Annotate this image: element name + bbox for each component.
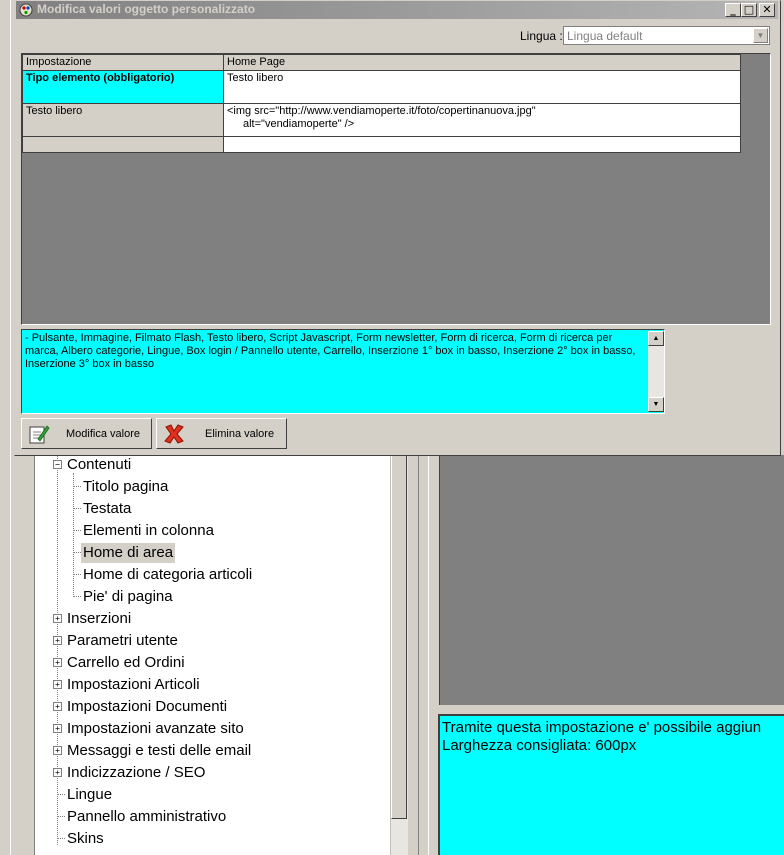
edit-value-button[interactable] bbox=[21, 418, 152, 449]
tree-item-impostazioni-documenti[interactable]: Impostazioni Documenti bbox=[67, 698, 228, 715]
tree-item-elementi-in-colonna[interactable]: Elementi in colonna bbox=[83, 522, 214, 539]
tree-item-indicizzazione-seo[interactable]: Indicizzazione / SEO bbox=[67, 764, 206, 781]
scroll-up-arrow-icon[interactable]: ▲ bbox=[648, 331, 664, 346]
scroll-down-arrow-icon[interactable]: ▼ bbox=[648, 397, 664, 412]
language-select-value: Lingua default bbox=[567, 29, 643, 43]
expand-icon[interactable]: + bbox=[53, 702, 62, 711]
background-divider bbox=[10, 0, 11, 855]
tree-item-contenuti[interactable]: Contenuti bbox=[67, 456, 132, 473]
splitter-line bbox=[428, 455, 429, 855]
minimize-button[interactable]: _ bbox=[725, 3, 741, 17]
tree-item-carrello-ed-ordini[interactable]: Carrello ed Ordini bbox=[67, 654, 185, 671]
preview-area bbox=[439, 455, 784, 705]
expand-icon[interactable]: + bbox=[53, 614, 62, 623]
grid-cell-value-line-2: alt="vendiamoperte" /> bbox=[243, 118, 355, 130]
allowed-values-hint bbox=[21, 329, 665, 414]
grid-cell-value[interactable] bbox=[224, 137, 741, 153]
table-row[interactable] bbox=[23, 71, 741, 104]
delete-x-icon bbox=[162, 422, 186, 446]
tree-item-home-di-categoria-articoli[interactable]: Home di categoria articoli bbox=[83, 566, 253, 583]
description-line-1: Tramite questa impostazione e' possibile aggiun bbox=[442, 719, 762, 736]
description-box bbox=[438, 714, 784, 855]
tree-item-messaggi-e-testi-email[interactable]: Messaggi e testi delle email bbox=[67, 742, 252, 759]
tree-scrollbar-thumb[interactable] bbox=[391, 455, 407, 819]
expand-icon[interactable]: + bbox=[53, 680, 62, 689]
tree-item-testata[interactable]: Testata bbox=[83, 500, 132, 517]
collapse-icon[interactable]: − bbox=[53, 460, 62, 469]
tree-item-home-di-area[interactable]: Home di area bbox=[83, 544, 174, 561]
delete-value-button[interactable] bbox=[156, 418, 287, 449]
grid-cell-value-line-1: <img src="http://www.vendiamoperte.it/foto/copertinanuova.jpg" bbox=[227, 105, 536, 117]
expand-icon[interactable]: + bbox=[53, 658, 62, 667]
splitter-line bbox=[418, 455, 419, 855]
tree-item-inserzioni[interactable]: Inserzioni bbox=[67, 610, 132, 627]
grid-header-setting: Impostazione bbox=[23, 55, 224, 71]
maximize-button[interactable]: □ bbox=[741, 3, 757, 17]
grid-header-value: Home Page bbox=[224, 55, 741, 71]
grid-cell-value[interactable]: Testo libero bbox=[224, 71, 741, 104]
app-icon bbox=[19, 3, 33, 17]
chevron-down-icon[interactable]: ▼ bbox=[753, 28, 768, 43]
grid-cell-setting[interactable]: Tipo elemento (obbligatorio) bbox=[23, 71, 224, 104]
panel-splitter[interactable] bbox=[408, 455, 438, 855]
grid-header-row bbox=[23, 55, 741, 71]
expand-icon[interactable]: + bbox=[53, 768, 62, 777]
grid-cell-setting[interactable]: Testo libero bbox=[23, 104, 224, 137]
close-button[interactable]: ✕ bbox=[759, 3, 775, 17]
edit-value-label: Modifica valore bbox=[66, 428, 140, 440]
tree-item-lingue[interactable]: Lingue bbox=[67, 786, 113, 803]
grid-cell-value[interactable] bbox=[224, 104, 741, 137]
expand-icon[interactable]: + bbox=[53, 746, 62, 755]
tree-item-impostazioni-avanzate-sito[interactable]: Impostazioni avanzate sito bbox=[67, 720, 244, 737]
expand-icon[interactable]: + bbox=[53, 724, 62, 733]
language-select[interactable] bbox=[563, 26, 770, 45]
language-label: Lingua : bbox=[520, 29, 563, 43]
description-line-2: Larghezza consigliata: 600px bbox=[442, 737, 637, 754]
tree-item-parametri-utente[interactable]: Parametri utente bbox=[67, 632, 178, 649]
expand-icon[interactable]: + bbox=[53, 636, 62, 645]
hint-text: - Pulsante, Immagine, Filmato Flash, Testo libero, Script Javascript, Form newsletter, Form di ricerca, Form di ricerca per marca, Albero categorie, Lingue, Box login / Pannello utente, Carrello, Inserzione 1° box in basso, Inserzione 2° box in basso, Inserzione 3° box in basso bbox=[25, 332, 636, 370]
settings-tree bbox=[34, 455, 391, 855]
tree-item-impostazioni-articoli[interactable]: Impostazioni Articoli bbox=[67, 676, 200, 693]
table-row[interactable] bbox=[23, 137, 741, 153]
table-row[interactable] bbox=[23, 104, 741, 137]
tree-item-skins[interactable]: Skins bbox=[67, 830, 104, 847]
edit-icon bbox=[28, 423, 50, 445]
delete-value-label: Elimina valore bbox=[205, 428, 275, 440]
settings-grid bbox=[22, 54, 741, 153]
tree-item-titolo-pagina[interactable]: Titolo pagina bbox=[83, 478, 169, 495]
hint-scrollbar[interactable] bbox=[648, 331, 664, 412]
dialog-title: Modifica valori oggetto personalizzato bbox=[37, 2, 256, 16]
tree-item-pannello-amministrativo[interactable]: Pannello amministrativo bbox=[67, 808, 227, 825]
grid-cell-setting[interactable] bbox=[23, 137, 224, 153]
tree-item-pie-di-pagina[interactable]: Pie' di pagina bbox=[83, 588, 173, 605]
